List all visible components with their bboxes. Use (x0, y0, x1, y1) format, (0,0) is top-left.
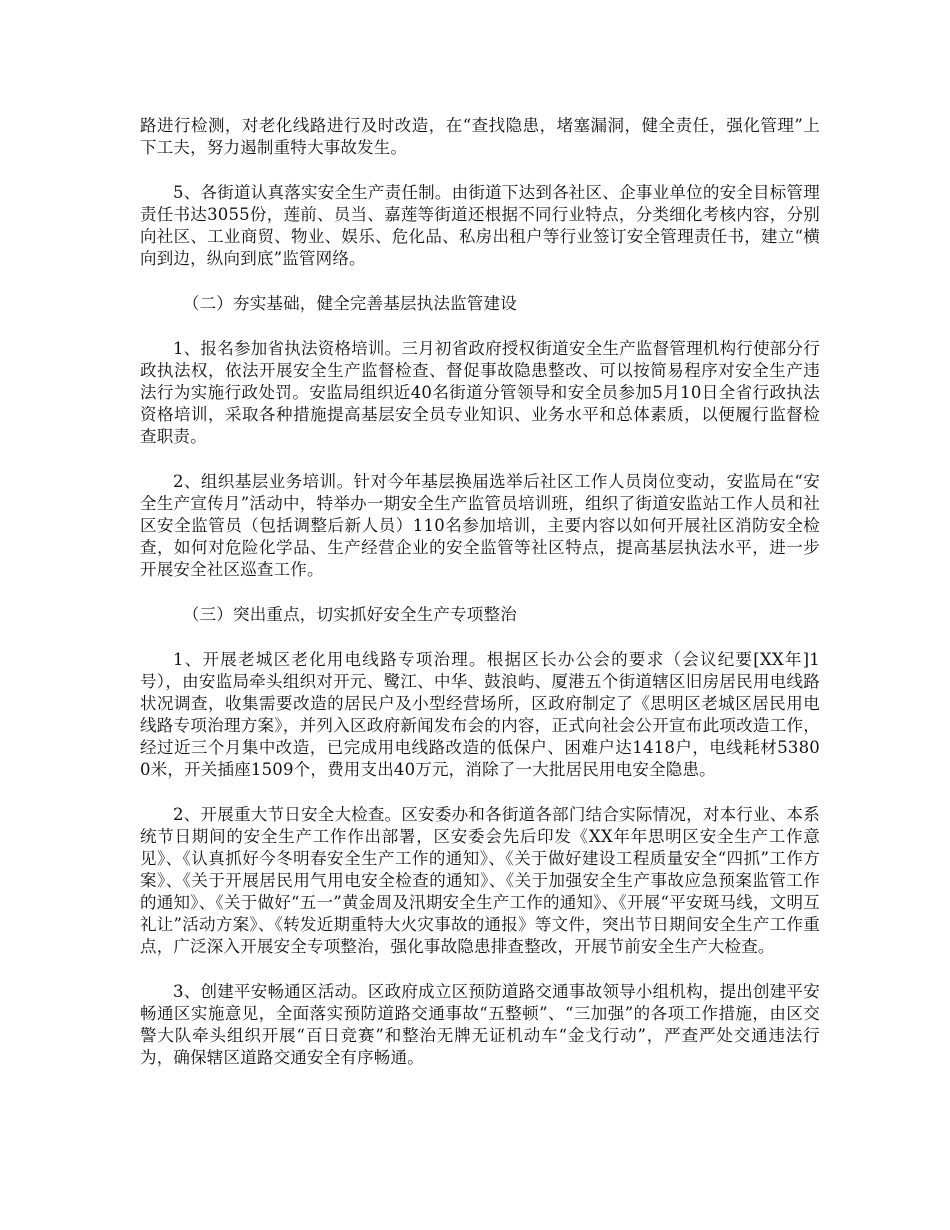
document-body (140, 115, 820, 1092)
section-heading-3: （三）突出重点，切实抓好安全生产专项整治 (182, 605, 517, 624)
paragraph-item-3-traffic: 3、创建平安畅通区活动。区政府成立区预防道路交通事故领导小组机构，提出创建平安畅通区实施意见，全面落实预防道路交通事故“五整顿”、“三加强”的各项工作措施，由区交警大队牵头组织开展“百日竞赛”和整治无牌无证机动车“金戈行动”，严查严处交通违法行为，确保辖区道路交通安全有序畅通。 (140, 982, 820, 1067)
paragraph-item-1-training: 1、报名参加省执法资格培训。三月初省政府授权街道安全生产监督管理机构行使部分行政执法权，依法开展安全生产监督检查、督促事故隐患整改、可以按简易程序对安全生产违法行为实施行政处罚。安监局组织近40名街道分管领导和安全员参加5月10日全省行政执法资格培训，采取各种措施提高基层安全员专业知识、业务水平和总体素质，以便履行监督检查职责。 (140, 339, 820, 446)
paragraph-item-2-inspection: 2、开展重大节日安全大检查。区安委办和各街道各部门结合实际情况，对本行业、本系统节日期间的安全生产工作作出部署，区安委会先后印发《XX年年思明区安全生产工作意见》、《认真抓好今冬明春安全生产工作的通知》、《关于做好建设工程质量安全“四抓”工作方案》、《关于开展居民用气用电安全检查的通知》、《关于加强安全生产事故应急预案监管工作的通知》、《关于做好“五一”黄金周及汛期安全生产工作的通知》、《开展“平安斑马线，文明互礼让”活动方案》、《转发近期重特大火灾事故的通报》等文件，突出节日期间安全生产工作重点，广泛深入开展安全专项整治，强化事故隐患排查整改，开展节前安全生产大检查。 (140, 805, 820, 956)
paragraph-continued: 路进行检测，对老化线路进行及时改造，在“查找隐患，堵塞漏洞，健全责任，强化管理”上下工夫，努力遏制重特大事故发生。 (140, 116, 820, 157)
section-heading-2: （二）夯实基础，健全完善基层执法监管建设 (182, 294, 517, 313)
paragraph-item-1-wiring: 1、开展老城区老化用电线路专项治理。根据区长办公会的要求（会议纪要[XX年]1号），由安监局牵头组织对开元、鹭江、中华、鼓浪屿、厦港五个街道辖区旧房居民用电线路状况调查，收集需要改造的居民户及小型经营场所，区政府制定了《思明区老城区居民用电线路专项治理方案》，并列入区政府新闻发布会的内容，正式向社会公开宣布此项改造工作，经过近三个月集中改造，已完成用电线路改造的低保户、困难户达1418户，电线耗材53800米，开关插座1509个，费用支出40万元，消除了一大批居民用电安全隐患。 (140, 650, 820, 779)
paragraph-item-5: 5、各街道认真落实安全生产责任制。由街道下达到各社区、企事业单位的安全目标管理责任书达3055份，莲前、员当、嘉莲等街道还根据不同行业特点，分类细化考核内容，分别向社区、工业商贸、物业、娱乐、危化品、私房出租户等行业签订安全管理责任书，建立“横向到边，纵向到底”监管网络。 (140, 183, 820, 268)
paragraph-item-2-training: 2、组织基层业务培训。针对今年基层换届选举后社区工作人员岗位变动，安监局在“安全生产宣传月”活动中，特举办一期安全生产监管员培训班，组织了街道安监站工作人员和社区安全监管员（包括调整后新人员）110名参加培训，主要内容以如何开展社区消防安全检查，如何对危险化学品、生产经营企业的安全监管等社区特点，提高基层执法水平，进一步开展安全社区巡查工作。 (140, 472, 820, 579)
